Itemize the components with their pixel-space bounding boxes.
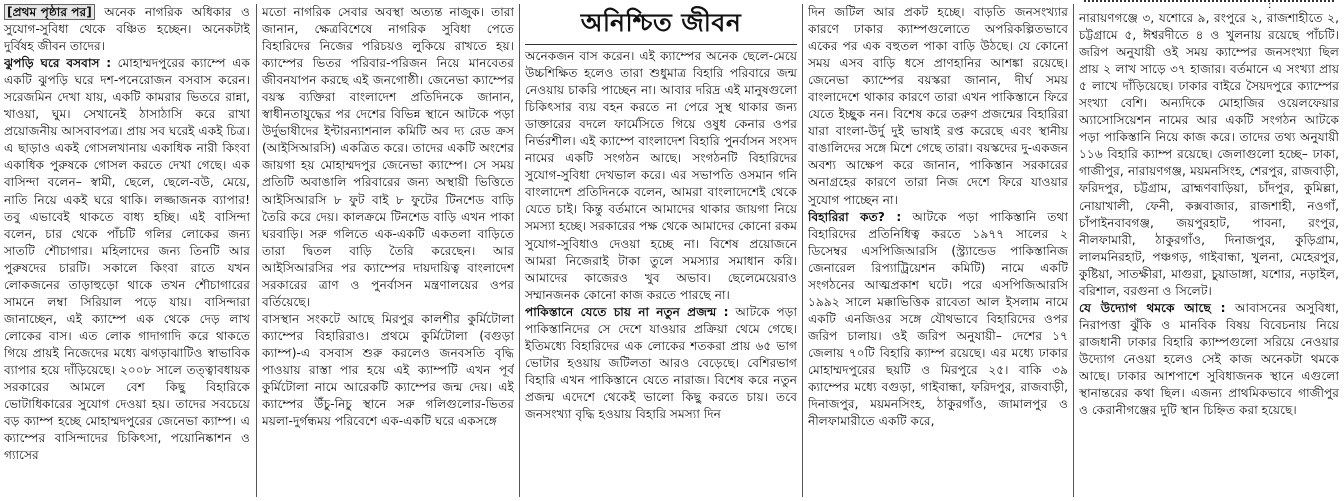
top-colon-mark: : <box>1268 0 1272 11</box>
article-column-1 <box>4 4 250 498</box>
article-column-4 <box>808 4 1068 498</box>
column-rule <box>256 4 257 497</box>
paragraph <box>4 4 250 55</box>
subheading: যে উদ্যোগ থমকে আছে : <box>1079 300 1226 315</box>
paragraph-text: অনেক নাগরিক অধিকার ও সুযোগ-সুবিধা থেকে বঞ্চিত হচ্ছেন। অনেকটাই দুর্বিষহ জীবন তাদের। <box>4 5 250 54</box>
paragraph-text: আটকে পড়া পাকিস্তানি তথা বিহারিদের প্রতিনিধিত্ব করতে ১৯৭৭ সালের ২ ডিসেম্বর এসপিজিআরসি (স্ট্র্যান্ডেড পাকিস্তানিজ জেনারেল রিপ্যাট্রিয়েশন কমিটি) নামে একটি সংগঠনের আত্মপ্রকাশ ঘটে। পরে এসপিজিআরসি ১৯৯২ সালে মক্কাভিত্তিক রাবেতা আল ইসলাম নামে একটি এনজিওর সঙ্গে যৌথভাবে বিহারিদের ওপর জরিপ চালায়। ওই জরিপ অনুযায়ী– দেশের ১৭ জেলায় ৭০টি বিহারি ক্যাম্প রয়েছে। এর মধ্যে ঢাকার মোহাম্মদপুরের ছয়টি ও মিরপুরে ২৫। বাকি ৩৯ ক্যাম্পের মধ্যে বগুড়া, গাইবান্ধা, ফরিদপুর, রাজবাড়ী, দিনাজপুর, ময়মনসিংহ, ঠাকুরগাঁও, জামালপুর ও নীলফামারীতে একটি করে, <box>808 209 1068 429</box>
subheading: ঝুপড়ি ঘরে বসবাস : <box>4 56 112 71</box>
headline-box <box>525 4 797 45</box>
paragraph-text: বাসস্থান সংকটে আছে মিরপুর কালশীর কুর্মিটোলা ক্যাম্পের বিহারিরাও। প্রথমে কুর্মিটোলা (বগুড়া ক্যাম্প)-এ বসবাস শুরু করলেও জনবসতি বৃদ্ধি পাওয়ায় রাস্তা পার হয়ে এই ক্যাম্পটি এখন পূর্ব কুর্মিটোলা নামে আরেকটি ক্যাম্পের জন্ম দেয়। এই ক্যাম্পের উঁচু-নিচু স্থানে সরু গলিগুলোর-ভিতর ময়লা-দুর্গন্ধময় পরিবেশে এক-একটি ঘরে একসঙ্গে <box>262 311 514 429</box>
paragraph-text: মতো নাগরিক সেবার অবস্থা অত্যন্ত নাজুক। তারা জানান, ক্ষেত্রবিশেষে নাগরিক সুবিধা পেতে বিহারিদের নিজের পরিচয়ও লুকিয়ে রাখতে হয়। ক্যাম্পের ভিতর পরিবার-পরিজন নিয়ে মানবেতর জীবনযাপন করছে এই জনগোষ্ঠী। জেনেভা ক্যাম্পের বয়স্ক ব্যক্তিরা বাংলাদেশ প্রতিদিনকে জানান, স্বাধীনতাযুদ্ধের পর দেশের বিভিন্ন স্থানে আটকে পড়া উর্দুভাষীদের ইন্টারন্যাশনাল কমিটি অব দ্য রেড ক্রস (আইসিআরসি) একত্রিত করে। তাদের একটি অংশের জায়গা হয় মোহাম্মদপুর জেনেভা ক্যাম্পে। সে সময় প্রতিটি অবাঙালি পরিবারের জন্য অস্থায়ী ভিত্তিতে আইসিআরসি ৮ ফুট বাই ৮ ফুটের টিনশেড বাড়ি তৈরি করে দেয়। কালক্রমে টিনশেড বাড়ি এখন পাকা ঘরবাড়ি। সরু গলিতে এক-একটি একতলা বাড়িতে তারা দ্বিতল বাড়ি তৈরি করেছেন। আর আইসিআরসির পর ক্যাম্পের দায়দায়িত্ব বাংলাদেশ সরকারের ত্রাণ ও পুনর্বাসন মন্ত্রণালয়ের ওপর বর্তিয়েছে। <box>262 5 514 309</box>
column-rule <box>519 4 520 497</box>
article-column-5 <box>1079 10 1339 498</box>
column-rule <box>1073 4 1074 497</box>
paragraph-text: আটকে পড়া পাকিস্তানিদের সে দেশে যাওয়ার প্রক্রিয়া থেমে গেছে। ইতিমধ্যে বিহারিদের এক লোকের শতকরা প্রায় ৬৫ ভাগ ভোটার হওয়ায় জটিলতা আরও বেড়েছে। বেশিরভাগ বিহারি এখন পাকিস্তানে যেতে নারাজ। বিশেষ করে নতুন প্রজন্ম এদেশে থেকেই ভালো কিছু করতে চায়। তবে জনসংখ্যা বৃদ্ধি হওয়ায় বিহারি সমস্যা দিন <box>525 304 797 421</box>
paragraph-text: মোহাম্মদপুরের ক্যাম্পে এক একটি ঝুপড়ি ঘরে দশ-পনেরোজন বসবাস করেন। সরেজমিন দেখা যায়, একটি কামরার ভিতরে রান্না, খাওয়া, ঘুম। সেখানেই ঠাসাঠাসি করে রাখা প্রয়োজনীয় আসবাবপত্র। প্রায় সব ঘরেই একই চিত্র। এ ছাড়াও একই গোসলখানায় একাধিক নারী কিংবা একাধিক পুরুষকে গোসল করতে দেখা গেছে। এক বাসিন্দা বলেন– স্বামী, ছেলে, ছেলে-বউ, মেয়ে, নাতি নিয়ে একই ঘরে থাকি। লজ্জাজনক ব্যাপার! তবু এভাবেই থাকতে বাধ্য হচ্ছি। এই বাসিন্দা বলেন, চার থেকে পাঁচটি গলির লোকের জন্য সাতটি শৌচাগার। মহিলাদের জন্য তিনটি আর পুরুষদের চারটি। সকালে কিংবা রাতে যখন লোকজনের তাড়াহুড়ো থাকে তখন শৌচাগারের সামনে লম্বা সিরিয়াল পড়ে যায়। বাসিন্দারা জানাচ্ছেন, এই ক্যাম্পে এক থেকে দেড় লাখ লোকের বাস। এত লোক গাদাগাদি করে থাকতে গিয়ে প্রায়ই নিজেদের মধ্যে ঝগড়াঝাটিও স্বাভাবিক ব্যাপার হয়ে দাঁড়িয়েছে। ২০০৮ সালে তত্ত্বাবধায়ক সরকারের আমলে বেশ কিছু বিহারিকে ভোটাধিকারের সুযোগ দেওয়া হয়। তাদের সবচেয়ে বড় ক্যাম্প হচ্ছে মোহাম্মদপুরের জেনেভা ক্যাম্প। এ ক্যাম্পের বাসিন্দাদের চিকিৎসা, পয়োনিষ্কাশন ও গ্যাসের <box>4 56 250 463</box>
paragraph-text: আবাসনের অসুবিধা, নিরাপত্তা ঝুঁকি ও মানবিক বিষয় বিবেচনায় নিয়ে রাজধানী ঢাকার বিহারি ক্যাম্পগুলো সরিয়ে নেওয়ার উদ্যোগ নেওয়া হলেও সেই কাজ অনেকটা থমকে আছে। ঢাকার আশপাশে সুবিধাজনক স্থানে এগুলো স্থানান্তরের কথা ছিল। এজন্য প্রাথমিকভাবে গাজীপুর ও কেরানীগঞ্জের দুটি স্থান চিহ্নিত করা হয়েছে। <box>1079 300 1339 418</box>
article-column-3 <box>525 48 797 498</box>
subheading: পাকিস্তানে যেতে চায় না নতুন প্রজন্ম : <box>525 304 729 319</box>
paragraph <box>525 304 797 423</box>
paragraph <box>1079 300 1339 419</box>
subheading: বিহারিরা কত? : <box>808 209 902 224</box>
top-dotted-rule <box>1084 0 1334 6</box>
paragraph-text: দিন জটিল আর প্রকট হচ্ছে। বাড়তি জনসংখ্যার কারণে ঢাকার ক্যাম্পগুলোতে অপরিকল্পিতভাবে একের পর এক বহুতল পাকা বাড়ি উঠছে। যে কোনো সময় এসব বাড়ি ধসে প্রাণহানির আশঙ্কা রয়েছে। জেনেভা ক্যাম্পের বয়স্করা জানান, দীর্ঘ সময় বাংলাদেশে থাকার কারণে তারা এখন পাকিস্তানে ফিরে যেতে ইচ্ছুক নন। বিশেষ করে তরুণ প্রজন্মের বিহারিরা যারা বাংলা-উর্দু দুই ভাষাই রপ্ত করেছে এবং স্থানীয় বাঙালিদের সঙ্গে মিশে গেছে তারা। বয়স্কদের দু-একজন অবশ্য আক্ষেপ করে জানান, পাকিস্তান সরকারের অনাগ্রহের কারণে তারা নিজ দেশে ফিরে যাওয়ার সুযোগ পাচ্ছেন না। <box>808 5 1068 207</box>
paragraph <box>4 55 250 464</box>
column-rule <box>802 4 803 497</box>
article-column-2 <box>262 4 514 498</box>
paragraph <box>808 209 1068 431</box>
paragraph-text: নারায়ণগঞ্জে ৩, যশোরে ৯, রংপুরে ২, রাজশাহীতে ২, চট্টগ্রামে ৫, ঈশ্বরদীতে ৪ ও খুলনায় রয়েছে পাঁচটি। জরিপ অনুযায়ী ওই সময় ক্যাম্পের জনসংখ্যা ছিল প্রায় ২ লাখ সাড়ে ৩৭ হাজার। বর্তমানে এ সংখ্যা প্রায় ৫ লাখে দাঁড়িয়েছে। ঢাকার বাইরে সৈয়দপুরে ক্যাম্পের সংখ্যা বেশি। অন্যদিকে মোহাজির ওয়েলফেয়ার অ্যাসোসিয়েশন নামের আর একটি সংগঠন আটকে পড়া পাকিস্তানি নিয়ে কাজ করে। তাদের তথ্য অনুযায়ী ১১৬ বিহারি ক্যাম্প রয়েছে। জেলাগুলো হচ্ছে– ঢাকা, গাজীপুর, নারায়ণগঞ্জ, ময়মনসিংহ, শেরপুর, রাজবাড়ী, ফরিদপুর, চট্টগ্রাম, ব্রাহ্মণবাড়িয়া, চাঁদপুর, কুমিল্লা, নোয়াখালী, ফেনী, কক্সবাজার, রাজশাহী, নওগাঁ, চাঁপাইনবাবগঞ্জ, জয়পুরহাট, পাবনা, রংপুর, নীলফামারী, ঠাকুরগাঁও, দিনাজপুর, কুড়িগ্রাম, লালমনিরহাট, পঞ্চগড়, গাইবান্ধা, খুলনা, মেহেরপুর, কুষ্টিয়া, সাতক্ষীরা, মাগুরা, চুয়াডাঙ্গা, যশোর, নড়াইল, বরিশাল, বরগুনা ও সিলেট। <box>1079 11 1339 298</box>
continued-label: [প্রথম পৃষ্ঠার পর] <box>4 4 95 20</box>
headline: অনিশ্চিত জীবন <box>580 7 742 37</box>
paragraph-text: অনেকজন বাস করেন। এই ক্যাম্পের অনেক ছেলে-মেয়ে উচ্চশিক্ষিত হলেও তারা শুধুমাত্র বিহারি পরিবারে জন্ম নেওয়ায় চাকরি পাচ্ছেন না। আবার দরিদ্র এই মানুষগুলো চিকিৎসার ব্যয় বহন করতে না পেরে সুস্থ থাকার জন্য ডাক্তারের বদলে ফার্মেসিতে গিয়ে ওষুধ কেনার ওপর নির্ভরশীল। এই ক্যাম্পে বাংলাদেশ বিহারি পুনর্বাসন সংসদ নামের একটি সংগঠন আছে। সংগঠনটি বিহারিদের সুযোগ-সুবিধা দেখভাল করে। এর সভাপতি ওসমান গনি বাংলাদেশ প্রতিদিনকে বলেন, আমরা বাংলাদেশেই থেকে যেতে চাই। কিন্তু বর্তমানে আমাদের থাকার জায়গা নিয়ে সমস্যা হচ্ছে। সরকারের পক্ষ থেকে আমাদের কোনো রকম সুযোগ-সুবিধাও দেওয়া হচ্ছে না। বিশেষ প্রয়োজনে আমরা নিজেরাই টাকা তুলে সমস্যার সমাধান করি। আমাদের কাজেরও খুব অভাব। ছেলেমেয়েরাও সম্মানজনক কোনো কাজ করতে পারছে না। <box>525 49 797 302</box>
